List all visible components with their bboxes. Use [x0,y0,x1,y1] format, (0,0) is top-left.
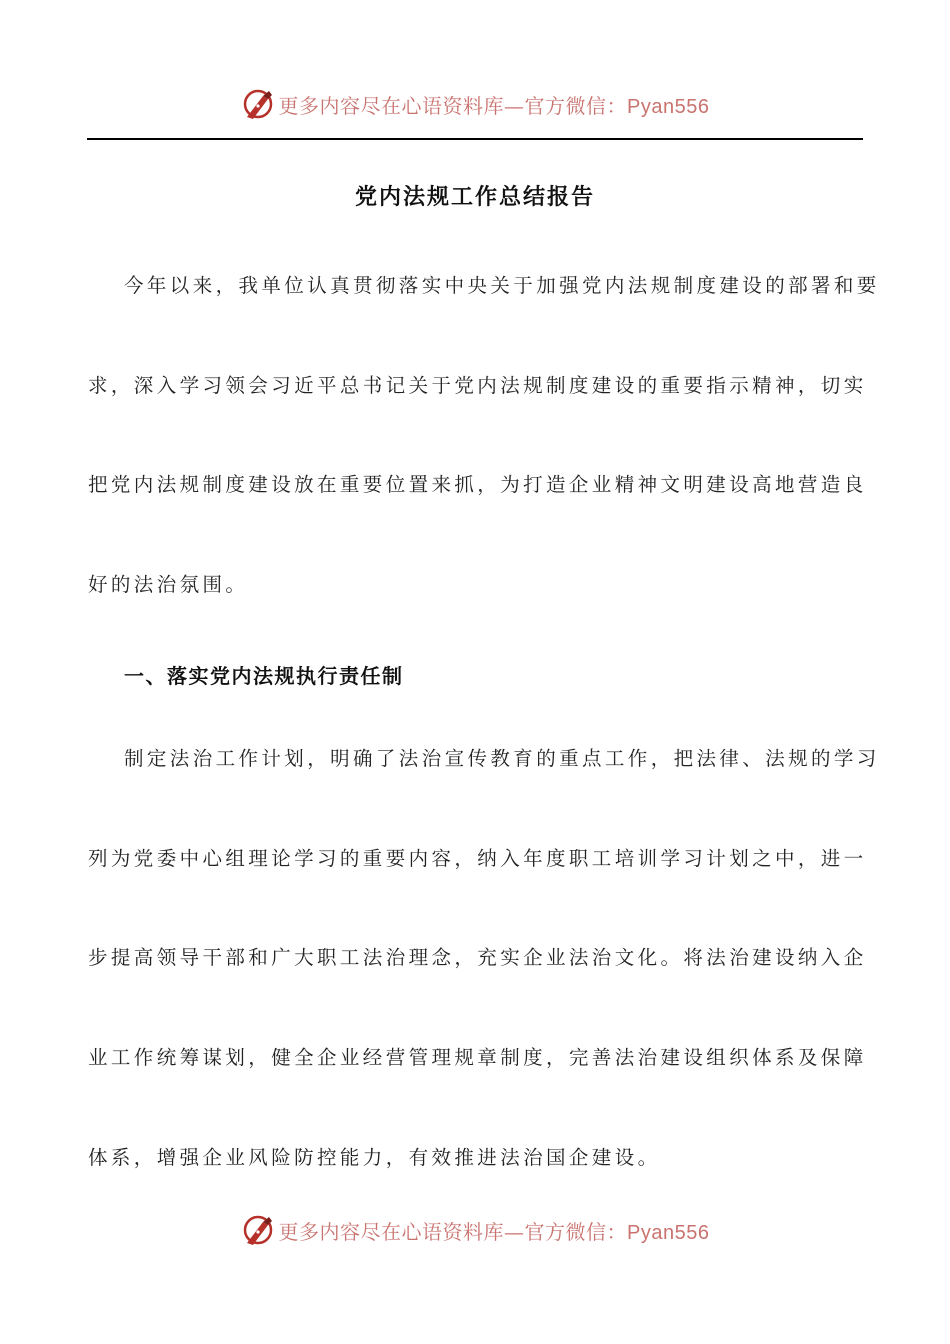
wechat-id: Pyan556 [627,95,710,118]
document-title: 党内法规工作总结报告 [354,185,595,210]
paragraph-line: 求，深入学习领会习近平总书记关于党内法规制度建设的重要指示精神，切实 [88,374,867,397]
pen-nib-logo-icon [241,1213,275,1247]
footer-banner [0,1208,950,1252]
header-rule [87,138,863,140]
section-heading: 一、落实党内法规执行责任制 [124,664,404,688]
paragraph-line: 制定法治工作计划，明确了法治宣传教育的重点工作，把法律、法规的学习 [124,747,880,770]
wechat-id: Pyan556 [627,1221,710,1244]
paragraph-line: 步提高领导干部和广大职工法治理念，充实企业法治文化。将法治建设纳入企 [88,946,867,969]
banner-caption: 更多内容尽在心语资料库—官方微信： [278,93,628,118]
paragraph-line: 好的法治氛围。 [88,573,249,596]
banner-text [279,90,710,119]
paragraph-line: 今年以来，我单位认真贯彻落实中央关于加强党内法规制度建设的部署和要 [124,274,880,297]
pen-nib-logo-icon [241,87,275,121]
paragraph-line: 业工作统筹谋划，健全企业经营管理规章制度，完善法治建设组织体系及保障 [88,1046,867,1069]
paragraph-line: 把党内法规制度建设放在重要位置来抓，为打造企业精神文明建设高地营造良 [88,473,867,496]
banner-caption: 更多内容尽在心语资料库—官方微信： [278,1219,628,1244]
banner-text [279,1216,710,1245]
paragraph-line: 列为党委中心组理论学习的重要内容，纳入年度职工培训学习计划之中，进一 [88,847,867,870]
header-banner [0,82,950,126]
paragraph-line: 体系，增强企业风险防控能力，有效推进法治国企建设。 [88,1146,661,1169]
